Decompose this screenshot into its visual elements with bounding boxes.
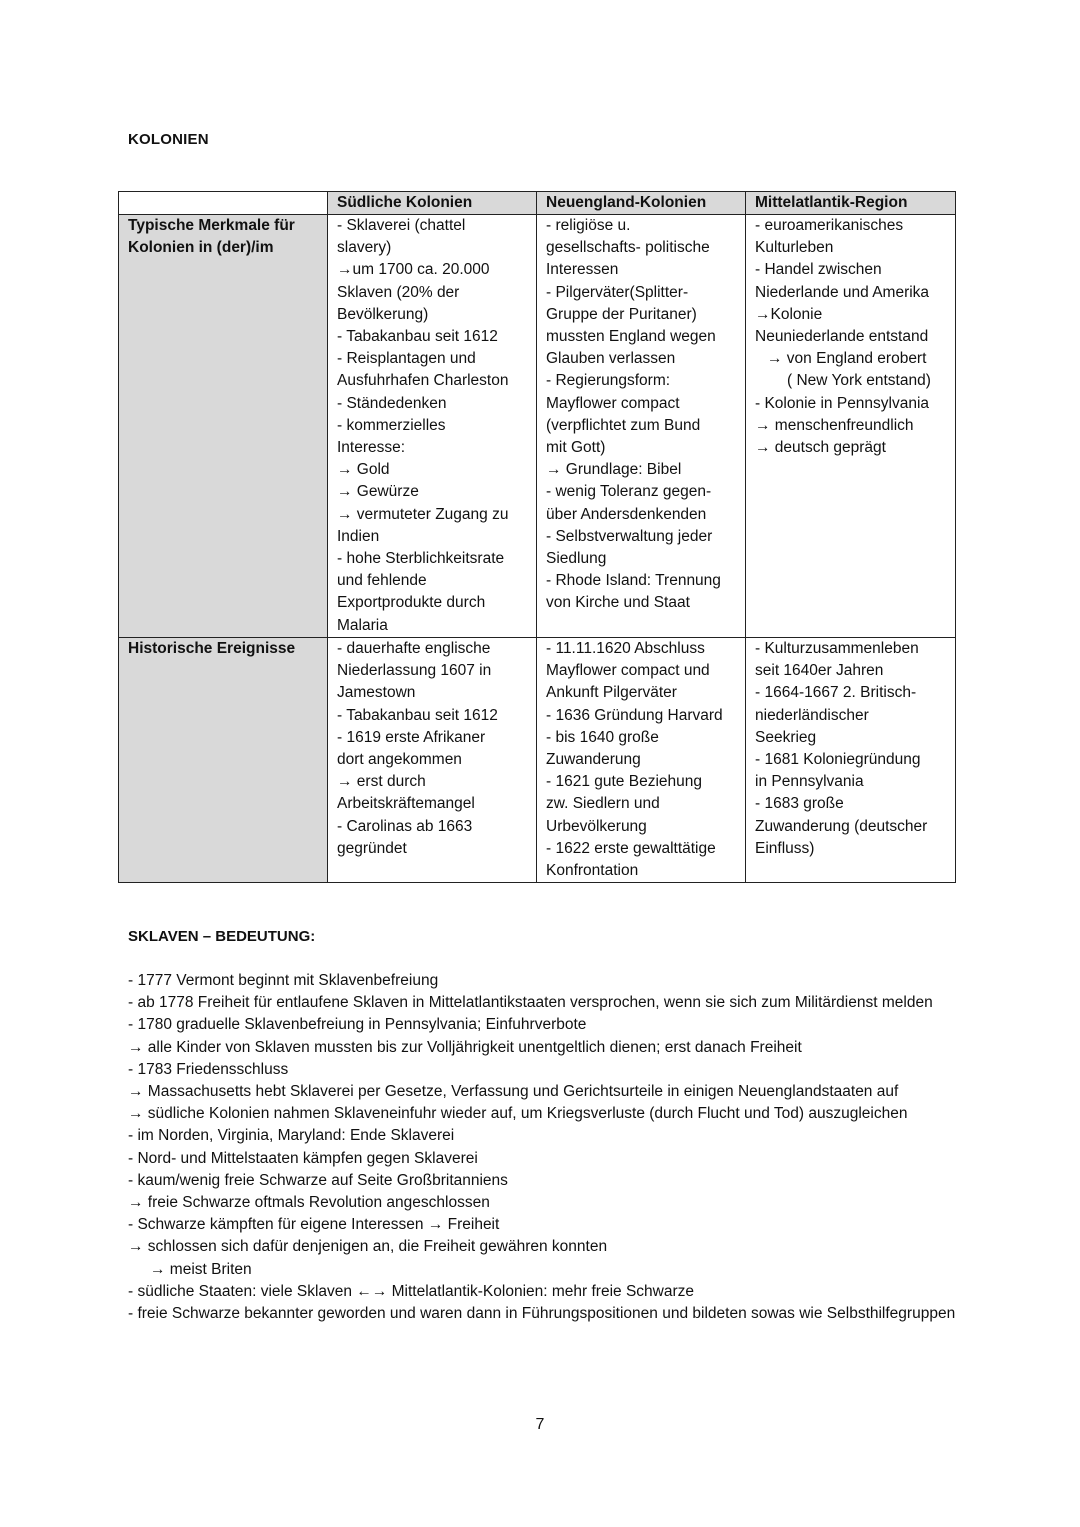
cell-line: niederländischer — [755, 706, 869, 724]
cell-merkmale-sued — [328, 215, 537, 638]
cell-line: und fehlende — [337, 572, 427, 590]
cell-line: - Tabakanbau seit 1612 — [337, 328, 498, 346]
cell-line: → Gewürze — [337, 483, 419, 501]
cell-line: - Rhode Island: Trennung — [546, 572, 721, 590]
cell-line: - 1622 erste gewalttätige — [546, 839, 716, 857]
cell-ereignisse-neuengland — [537, 638, 746, 883]
cell-line: mussten England wegen — [546, 328, 716, 346]
cell-line: Mayflower compact und — [546, 662, 710, 680]
cell-line: - 1681 Koloniegründung — [755, 751, 921, 769]
list-item: → Massachusetts hebt Sklaverei per Gesetze, Verfassung und Gerichtsurteile in einigen Neuenglandstaaten auf — [128, 1083, 899, 1101]
list-item: - im Norden, Virginia, Maryland: Ende Sklaverei — [128, 1127, 455, 1145]
cell-line: Interessen — [546, 261, 619, 279]
row-header-merkmale — [119, 215, 328, 638]
section-heading-sklaven: SKLAVEN – BEDEUTUNG: — [128, 928, 316, 945]
list-item: → schlossen sich dafür denjenigen an, die Freiheit gewähren konnten — [128, 1238, 608, 1256]
cell-line: →Kolonie — [755, 305, 823, 323]
cell-line: Urbevölkerung — [546, 817, 647, 835]
cell-line: über Andersdenkenden — [546, 505, 707, 523]
cell-line: gesellschafts- politische — [546, 239, 710, 257]
cell-line: dort angekommen — [337, 751, 462, 769]
table-row-ereignisse — [119, 638, 956, 883]
cell-line: - wenig Toleranz gegen- — [546, 483, 712, 501]
cell-line: - Selbstverwaltung jeder — [546, 527, 713, 545]
cell-ereignisse-mittelatlantik — [746, 638, 956, 883]
cell-line: mit Gott) — [546, 439, 606, 457]
section-heading-kolonien: KOLONIEN — [128, 131, 209, 148]
cell-line: - euroamerikanisches — [755, 217, 904, 234]
colonies-table — [118, 191, 956, 883]
cell-line: - Handel zwischen — [755, 261, 882, 279]
cell-line: Ankunft Pilgerväter — [546, 684, 677, 702]
cell-line: in Pennsylvania — [755, 773, 864, 791]
cell-line: Malaria — [337, 616, 388, 634]
cell-line: - dauerhafte englische — [337, 640, 491, 657]
list-item: - 1777 Vermont beginnt mit Sklavenbefreiung — [128, 972, 439, 989]
list-item: - kaum/wenig freie Schwarze auf Seite Großbritanniens — [128, 1171, 508, 1189]
list-item: - südliche Staaten: viele Sklaven ←→ Mittelatlantik-Kolonien: mehr freie Schwarze — [128, 1282, 695, 1300]
cell-line: - Ständedenken — [337, 394, 447, 412]
cell-line: Niederlassung 1607 in — [337, 662, 492, 680]
list-item: → südliche Kolonien nahmen Sklaveneinfuhr wieder auf, um Kriegsverluste (durch Flucht und Tod) auszugleichen — [128, 1105, 908, 1123]
list-item: - 1780 graduelle Sklavenbefreiung in Pennsylvania; Einfuhrverbote — [128, 1016, 587, 1034]
cell-line: Indien — [337, 527, 380, 545]
table-row-merkmale — [119, 215, 956, 638]
cell-line: → deutsch geprägt — [755, 439, 886, 457]
row-header-line: Kolonien in (der)/im — [128, 239, 274, 257]
list-item: - 1783 Friedensschluss — [128, 1060, 289, 1078]
list-item: → freie Schwarze oftmals Revolution angeschlossen — [128, 1194, 490, 1212]
list-item: - ab 1778 Freiheit für entlaufene Sklaven in Mittelatlantikstaaten versprochen, wenn sie sich zum Militärdienst melden — [128, 994, 933, 1012]
cell-line: - 1683 große — [755, 795, 844, 813]
cell-line: Niederlande und Amerika — [755, 283, 930, 301]
table-corner-cell — [119, 192, 328, 215]
cell-line: - religiöse u. — [546, 217, 631, 234]
cell-line: Arbeitskräftemangel — [337, 795, 475, 813]
cell-line: Siedlung — [546, 550, 607, 568]
table-header-row — [119, 192, 956, 215]
cell-line: - Kulturzusammenleben — [755, 640, 919, 657]
cell-line: Kulturleben — [755, 239, 834, 257]
cell-line: - Pilgerväter(Splitter- — [546, 283, 689, 301]
cell-line: zw. Siedlern und — [546, 795, 660, 813]
cell-line: - Kolonie in Pennsylvania — [755, 394, 930, 412]
cell-line: slavery) — [337, 239, 392, 257]
cell-line: Exportprodukte durch — [337, 594, 486, 612]
cell-line: Einfluss) — [755, 839, 815, 857]
row-header-ereignisse — [119, 638, 328, 883]
row-header-line: Historische Ereignisse — [128, 640, 296, 657]
cell-line: - 1621 gute Beziehung — [546, 773, 702, 791]
cell-line: seit 1640er Jahren — [755, 662, 884, 680]
cell-line: - bis 1640 große — [546, 728, 659, 746]
column-header-neuengland-kolonien: Neuengland-Kolonien — [537, 192, 746, 215]
cell-line: von Kirche und Staat — [546, 594, 690, 612]
cell-line: Ausfuhrhafen Charleston — [337, 372, 509, 390]
cell-line: → Grundlage: Bibel — [546, 461, 682, 479]
list-item: - Nord- und Mittelstaaten kämpfen gegen Sklaverei — [128, 1149, 478, 1167]
cell-line: Gruppe der Puritaner) — [546, 305, 697, 323]
cell-line: - hohe Sterblichkeitsrate — [337, 550, 505, 568]
cell-line: - Carolinas ab 1663 — [337, 817, 473, 835]
cell-merkmale-mittelatlantik — [746, 215, 956, 638]
cell-line: ( New York entstand) — [787, 372, 931, 390]
list-item: → meist Briten — [150, 1260, 252, 1278]
cell-line: → vermuteter Zugang zu — [337, 505, 509, 523]
page-number: 7 — [535, 1416, 545, 1433]
cell-line: → erst durch — [337, 773, 426, 791]
cell-line: Sklaven (20% der — [337, 283, 460, 301]
cell-line: Konfrontation — [546, 862, 639, 880]
cell-line: Bevölkerung) — [337, 305, 429, 323]
list-item: - Schwarze kämpften für eigene Interessen → Freiheit — [128, 1216, 500, 1234]
cell-line: →um 1700 ca. 20.000 — [337, 261, 490, 279]
cell-line: - Regierungsform: — [546, 372, 671, 390]
cell-merkmale-neuengland — [537, 215, 746, 638]
cell-line: Interesse: — [337, 439, 406, 457]
column-header-mittelatlantik-region: Mittelatlantik-Region — [746, 192, 956, 215]
cell-line: - 1619 erste Afrikaner — [337, 728, 486, 746]
list-item: → alle Kinder von Sklaven mussten bis zur Volljährigkeit unentgeltlich dienen; erst danach Freiheit — [128, 1038, 802, 1056]
cell-line: Zuwanderung — [546, 751, 641, 769]
cell-line: Zuwanderung (deutscher — [755, 817, 928, 835]
list-item: - freie Schwarze bekannter geworden und waren dann in Führungspositionen und bildeten sowas wie Selbsthilfegruppen — [128, 1305, 956, 1323]
cell-line: → Gold — [337, 461, 390, 479]
cell-line: (verpflichtet zum Bund — [546, 416, 701, 434]
cell-line: - 1636 Gründung Harvard — [546, 706, 723, 724]
cell-line: Glauben verlassen — [546, 350, 676, 368]
cell-line: → von England erobert — [767, 350, 927, 368]
cell-line: - Sklaverei (chattel — [337, 217, 466, 234]
slaves-list — [128, 970, 968, 1325]
cell-line: Seekrieg — [755, 728, 817, 746]
cell-line: Jamestown — [337, 684, 416, 702]
cell-line: - Tabakanbau seit 1612 — [337, 706, 498, 724]
cell-line: - kommerzielles — [337, 416, 446, 434]
cell-line: Mayflower compact — [546, 394, 680, 412]
cell-line: - 11.11.1620 Abschluss — [546, 640, 705, 657]
cell-line: → menschenfreundlich — [755, 416, 914, 434]
cell-line: gegründet — [337, 839, 407, 857]
cell-line: - Reisplantagen und — [337, 350, 476, 368]
cell-line: Neuniederlande entstand — [755, 328, 929, 346]
cell-ereignisse-sued — [328, 638, 537, 883]
row-header-line: Typische Merkmale für — [128, 217, 295, 234]
cell-line: - 1664-1667 2. Britisch- — [755, 684, 917, 702]
column-header-suedliche-kolonien: Südliche Kolonien — [328, 192, 537, 215]
